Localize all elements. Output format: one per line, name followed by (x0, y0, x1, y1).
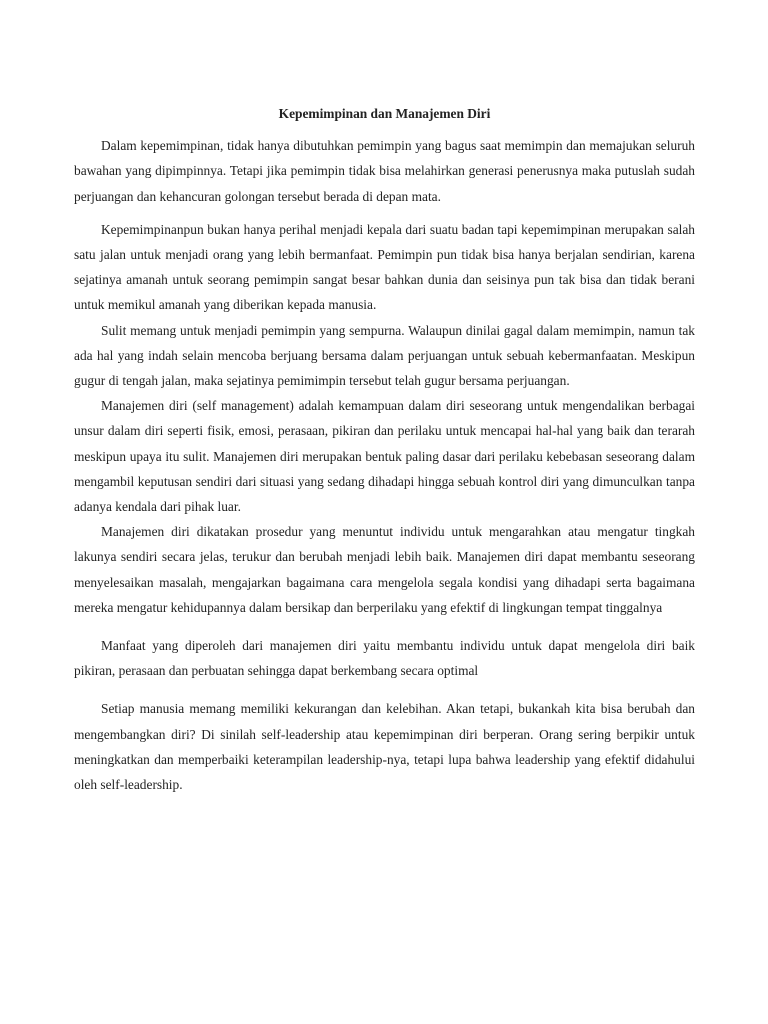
paragraph-1: Dalam kepemimpinan, tidak hanya dibutuhkan pemimpin yang bagus saat memimpin dan memajukan seluruh bawahan yang dipimpinnya. Tetapi jika pemimpin tidak bisa melahirkan generasi penerusnya maka putuslah sudah perjuangan dan kehancuran golongan tersebut berada di depan mata. (74, 138, 695, 204)
paragraph-6: Manfaat yang diperoleh dari manajemen diri yaitu membantu individu untuk dapat mengelola diri baik pikiran, perasaan dan perbuatan sehingga dapat berkembang secara optimal (74, 638, 695, 679)
document-title: Kepemimpinan dan Manajemen Diri (278, 106, 491, 121)
paragraph-5: Manajemen diri dikatakan prosedur yang menuntut individu untuk mengarahkan atau mengatur tingkah lakunya sendiri secara jelas, terukur dan berubah menjadi lebih baik. Manajemen diri dapat membantu seseorang menyelesaikan masalah, mengajarkan bagaimana cara mengelola segala kondisi yang dihadapi serta bagaimana mereka mengatur kehidupannya dalam bersikap dan berperilaku yang efektif di lingkungan tempat tinggalnya (74, 524, 695, 615)
paragraph-3: Sulit memang untuk menjadi pemimpin yang sempurna. Walaupun dinilai gagal dalam memimpin, namun tak ada hal yang indah selain mencoba berjuang bersama dalam perjuangan untuk sebuah kebermanfaatan. Meskipun gugur di tengah jalan, maka sejatinya pemimimpin tersebut telah gugur bersama perjuangan. (74, 322, 695, 389)
paragraph-2: Kepemimpinanpun bukan hanya perihal menjadi kepala dari suatu badan tapi kepemimpinan merupakan salah satu jalan untuk menjadi orang yang lebih bermanfaat. Pemimpin pun tidak bisa hanya berjalan sendirian, karena sejatinya amanah untuk seorang pemimpin sangat besar bahkan dunia dan seisinya pun tak bisa dan tidak berani untuk memikul amanah yang diberikan kepada manusia. (74, 221, 695, 313)
paragraph-4: Manajemen diri (self management) adalah kemampuan dalam diri seseorang untuk mengendalikan berbagai unsur dalam diri seperti fisik, emosi, perasaan, pikiran dan perilaku untuk mencapai hal-hal yang baik dan terarah meskipun upaya itu sulit. Manajemen diri merupakan bentuk paling dasar dari perilaku kebebasan seseorang dalam mengambil keputusan sendiri dari situasi yang sedang dihadapi hingga sebuah kontrol diri yang dimunculkan tanpa adanya kendala dari pihak luar. (74, 398, 695, 515)
paragraph-7: Setiap manusia memang memiliki kekurangan dan kelebihan. Akan tetapi, bukankah kita bisa berubah dan mengembangkan diri? Di sinilah self-leadership atau kepemimpinan diri berperan. Orang sering berpikir untuk meningkatkan dan memperbaiki keterampilan leadership-nya, tetapi lupa bahwa leadership yang efektif didahului oleh self-leadership. (74, 701, 695, 793)
document-body (74, 101, 695, 797)
